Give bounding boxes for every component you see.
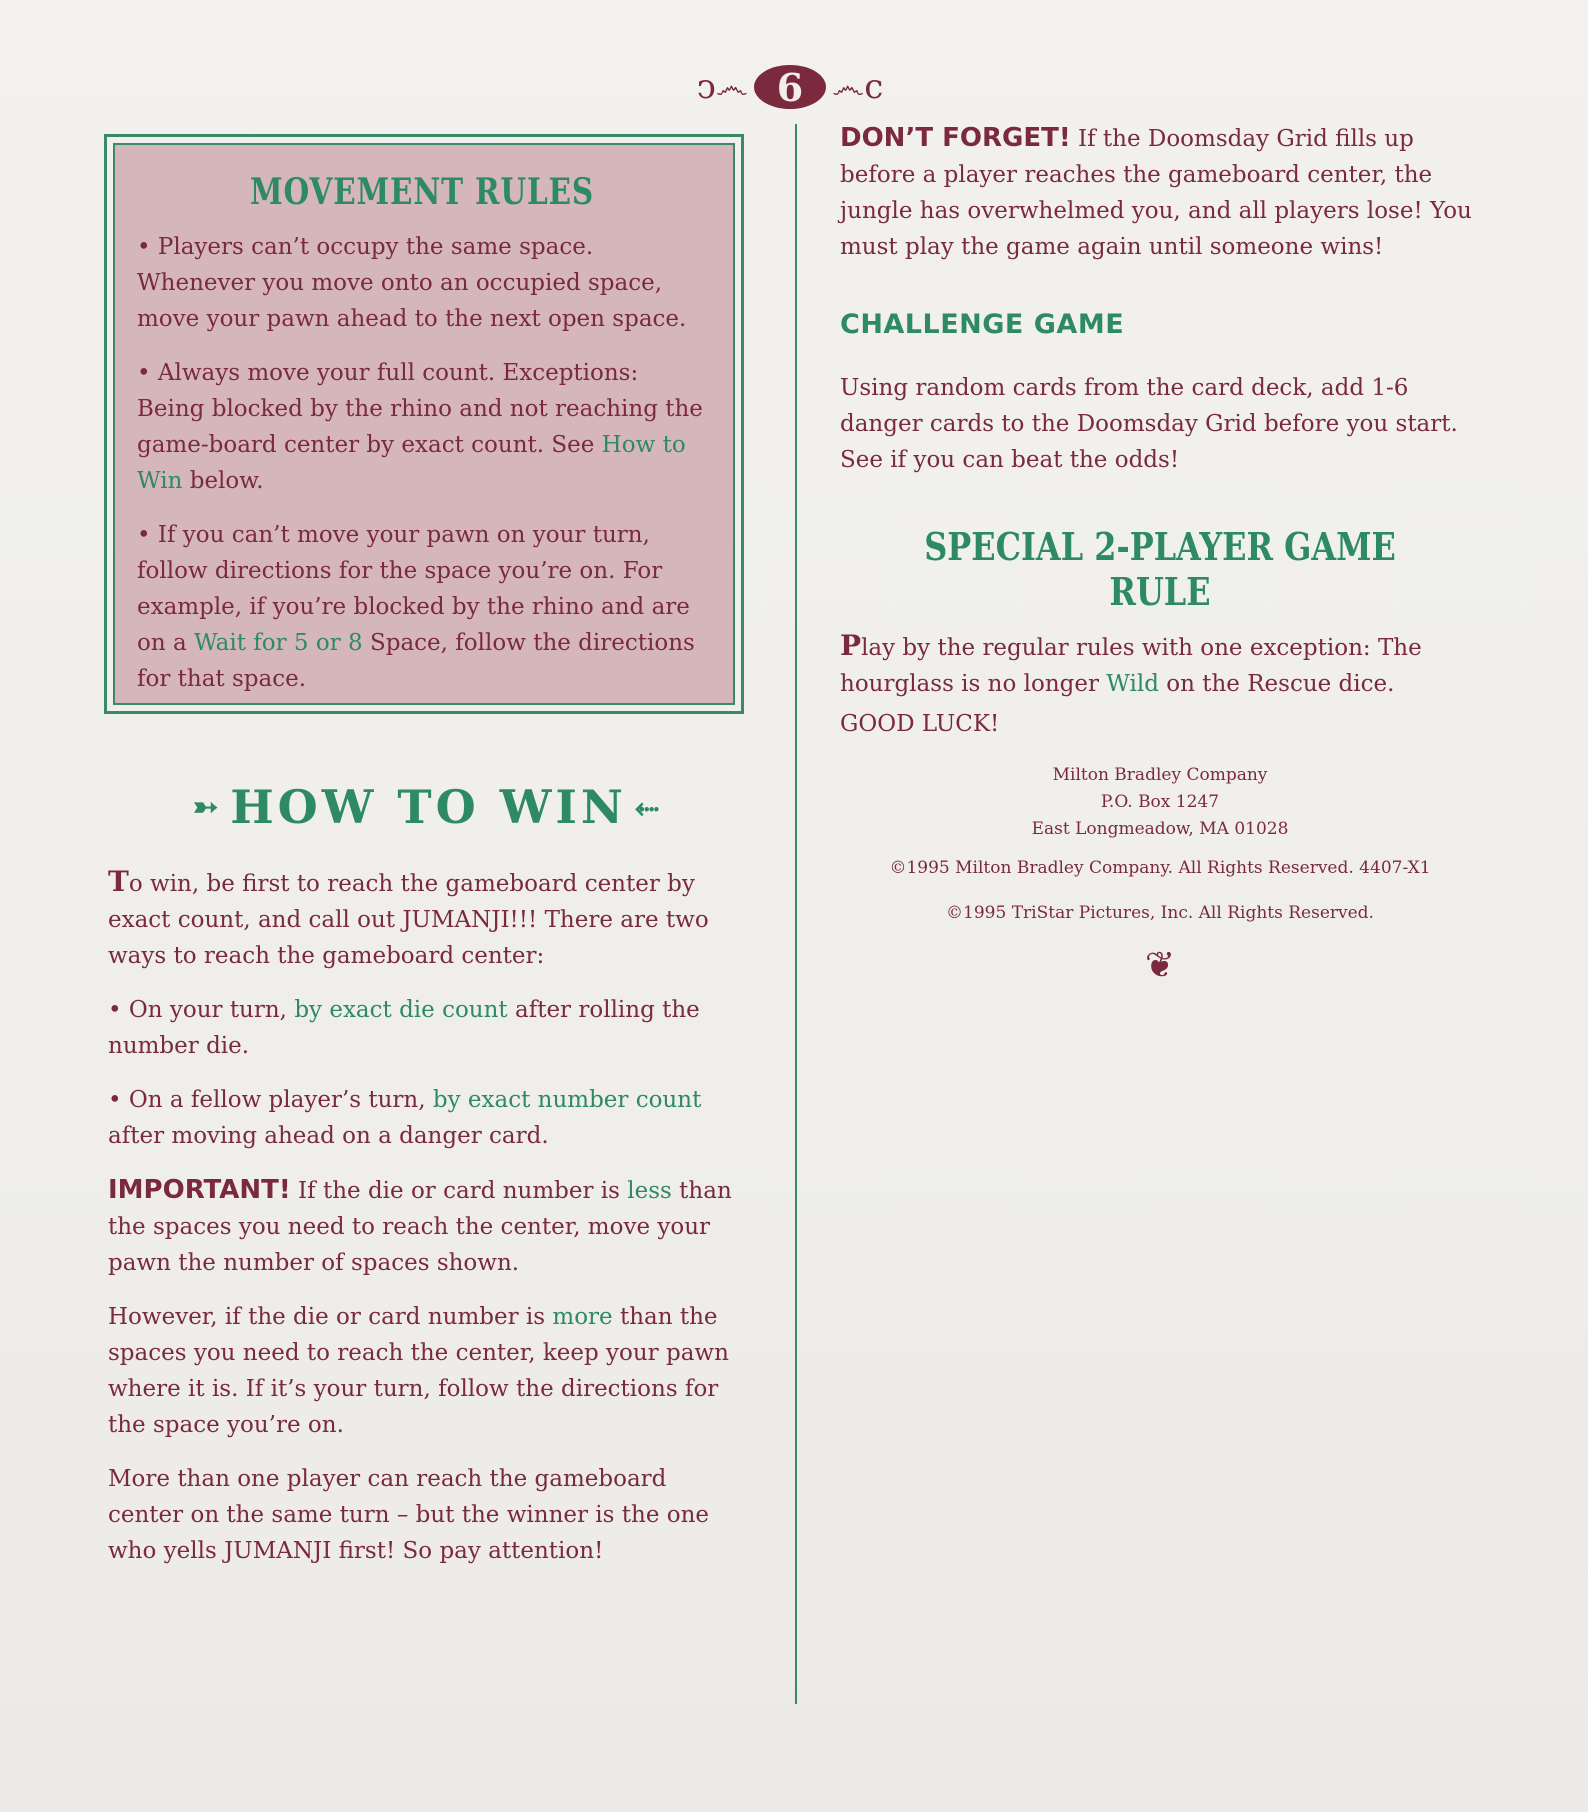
po-box: P.O. Box 1247 <box>1100 792 1220 812</box>
company-name: Milton Bradley Company <box>1052 765 1268 785</box>
right-column <box>840 120 1480 986</box>
movement-rule-2 <box>137 355 707 499</box>
win-bullet-1-post: after rolling the number die. <box>108 997 700 1059</box>
how-to-win-intro <box>108 864 748 974</box>
drop-cap-t: T <box>108 865 129 898</box>
win-bullet-2-post: after moving ahead on a danger card. <box>108 1123 549 1149</box>
however-pre: However, if the die or card number is <box>108 1304 553 1330</box>
dont-forget-paragraph <box>840 120 1480 265</box>
page-number: 6 <box>754 65 826 109</box>
left-arrow-ornament-icon: ➳ <box>193 789 223 825</box>
movement-rule-3-text: • If you can’t move your pawn on your turn, follow directions for the space you’re on. For example, if you’re blocked by the rhino and are on a <box>137 522 690 656</box>
win-bullet-1-pre: • On your turn, <box>108 997 295 1023</box>
however-highlight: more <box>552 1304 613 1330</box>
win-bullet-1 <box>108 992 748 1064</box>
movement-rule-1: • Players can’t occupy the same space. Whenever you move onto an occupied space, move your pawn ahead to the next open space. <box>137 234 687 332</box>
company-city: East Longmeadow, MA 01028 <box>1031 819 1289 839</box>
special-rule-text <box>840 628 1480 702</box>
how-to-win-link: How to Win <box>137 432 686 494</box>
challenge-game-text: Using random cards from the card deck, add 1-6 danger cards to the Doomsday Grid before you start. See if you can beat the odds! <box>840 375 1458 473</box>
how-to-win-title: HOW TO WIN <box>230 780 627 834</box>
movement-rule-2-text: • Always move your full count. Exceptions: Being blocked by the rhino and not reaching the game-board center by exact count. See <box>137 360 703 458</box>
copyright-tristar: ©1995 TriStar Pictures, Inc. All Rights Reserved. <box>946 903 1374 923</box>
challenge-game-title: CHALLENGE GAME <box>840 309 1125 340</box>
however-paragraph <box>108 1299 748 1443</box>
movement-rules-box <box>104 134 744 714</box>
column-divider <box>795 124 797 1704</box>
important-paragraph <box>108 1172 748 1281</box>
wild-highlight: Wild <box>1106 671 1159 697</box>
movement-rules-title: MOVEMENT RULES <box>249 171 595 213</box>
left-swirl-icon: ↄ෴ <box>696 67 748 107</box>
important-highlight: less <box>627 1178 672 1204</box>
page-number-header <box>690 62 890 112</box>
drop-cap-p: P <box>840 629 862 662</box>
right-swirl-icon: ෴c <box>832 67 884 107</box>
company-address <box>840 762 1480 843</box>
movement-rule-3-end: Space, follow the directions for that space. <box>137 630 695 692</box>
win-bullet-2-highlight: by exact number count <box>432 1087 702 1113</box>
special-rule-pre: lay by the regular rules with one exception: The hourglass is no longer <box>840 635 1422 697</box>
win-bullet-2 <box>108 1082 748 1154</box>
how-to-win-intro-text: o win, be first to reach the gameboard center by exact count, and call out JUMANJI!!! There are two ways to reach the gameboard center: <box>108 871 709 969</box>
right-arrow-ornament-icon: ⬸ <box>634 789 663 825</box>
movement-rule-2-end: below. <box>182 468 264 494</box>
win-bullet-2-pre: • On a fellow player’s turn, <box>108 1087 433 1113</box>
however-post: than the spaces you need to reach the center, keep your pawn where it is. If it’s your turn, follow the directions for the space you’re on. <box>108 1304 729 1438</box>
special-rule-post: on the Rescue dice. <box>1158 671 1395 697</box>
special-rule-title: SPECIAL 2-PLAYER GAME RULE <box>924 524 1396 614</box>
more-than-one-paragraph: More than one player can reach the gameboard center on the same turn – but the winner is the one who yells JUMANJI first! So pay attention! <box>108 1466 710 1564</box>
good-luck: GOOD LUCK! <box>840 711 1000 737</box>
dont-forget-lead: DON’T FORGET! <box>840 123 1071 153</box>
important-pre: If the die or card number is <box>290 1178 628 1204</box>
important-lead: IMPORTANT! <box>108 1175 291 1205</box>
movement-rule-3 <box>137 517 707 697</box>
important-post: than the spaces you need to reach the center, move your pawn the number of spaces shown. <box>108 1178 732 1276</box>
win-bullet-1-highlight: by exact die count <box>294 997 508 1023</box>
wait-space-link: Wait for 5 or 8 <box>194 630 363 656</box>
dont-forget-text: If the Doomsday Grid fills up before a player reaches the gameboard center, the jungle has overwhelmed you, and all players lose! You must play the game again until someone wins! <box>840 126 1472 260</box>
flourish-ornament-icon: ❦ <box>1144 945 1176 986</box>
copyright-milton-bradley: ©1995 Milton Bradley Company. All Rights Reserved. 4407-X1 <box>889 858 1431 878</box>
how-to-win-section <box>108 780 748 1587</box>
movement-rules-box-inner <box>113 143 735 705</box>
how-to-win-heading <box>108 780 748 834</box>
